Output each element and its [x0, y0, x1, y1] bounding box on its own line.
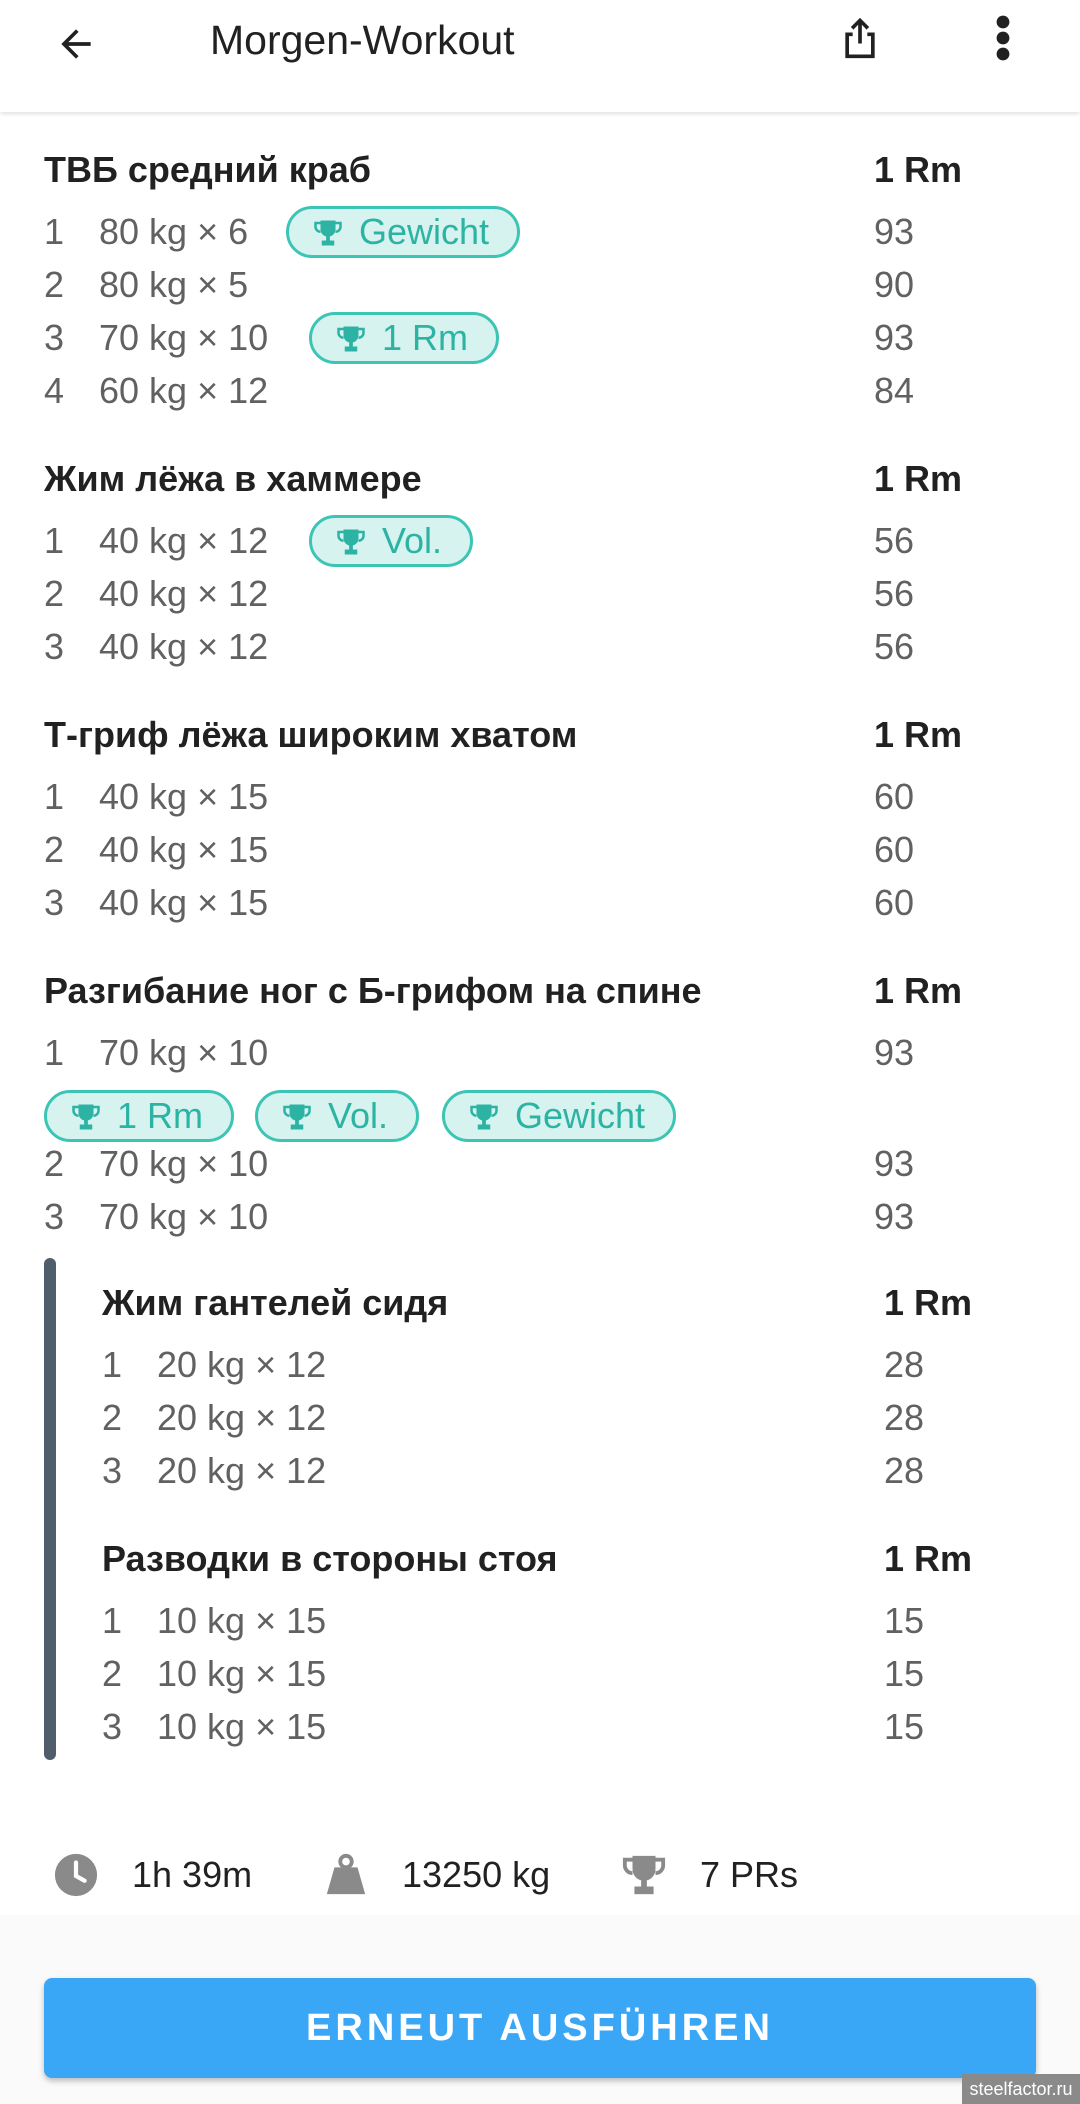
pr-badge-label: 1 Rm — [117, 1095, 204, 1136]
set-row — [44, 1137, 1044, 1190]
set-weight-reps: 70 kg × 10 — [99, 1196, 269, 1237]
workout-stats — [0, 1830, 1080, 1920]
more-options-button[interactable] — [968, 0, 1038, 76]
weight-icon — [322, 1851, 370, 1899]
exercise-column-label: 1 Rm — [874, 149, 963, 190]
page-title: Morgen-Workout — [210, 17, 515, 63]
set-number: 2 — [44, 573, 65, 614]
set-weight-reps: 20 kg × 12 — [157, 1450, 327, 1491]
set-1rm-value: 90 — [874, 264, 915, 305]
prs-value: 7 PRs — [700, 1854, 799, 1895]
superset-bar — [44, 1258, 56, 1760]
set-number: 1 — [44, 520, 65, 561]
set-weight-reps: 40 kg × 15 — [99, 882, 269, 923]
pr-badge-label: Gewicht — [359, 211, 490, 252]
set-number: 3 — [44, 626, 65, 667]
set-1rm-value: 60 — [874, 776, 915, 817]
set-weight-reps: 40 kg × 12 — [99, 520, 269, 561]
set-1rm-value: 93 — [874, 211, 915, 252]
exercise-name: Разгибание ног с Б-грифом на спине — [44, 970, 702, 1011]
set-1rm-value: 93 — [874, 317, 915, 358]
app-bar — [0, 0, 1080, 112]
pr-badge[interactable] — [44, 1090, 234, 1142]
trophy-icon — [71, 1102, 101, 1132]
set-number: 2 — [102, 1397, 123, 1438]
stat-volume — [322, 1830, 550, 1920]
set-row — [44, 258, 1044, 311]
set-1rm-value: 28 — [884, 1344, 925, 1385]
set-weight-reps: 70 kg × 10 — [99, 1143, 269, 1184]
exercise-name: Разводки в стороны стоя — [102, 1538, 558, 1579]
volume-value: 13250 kg — [402, 1854, 551, 1895]
set-number: 2 — [44, 829, 65, 870]
set-1rm-value: 56 — [874, 626, 915, 667]
trophy-icon — [336, 527, 366, 557]
arrow-left-icon — [54, 22, 98, 66]
set-row — [44, 620, 1044, 673]
set-number: 2 — [44, 264, 65, 305]
pr-badge-label: Gewicht — [515, 1095, 646, 1136]
set-weight-reps: 10 kg × 15 — [157, 1600, 327, 1641]
set-weight-reps: 40 kg × 12 — [99, 573, 269, 614]
set-number: 3 — [44, 1196, 65, 1237]
set-number: 2 — [102, 1653, 123, 1694]
stat-duration — [52, 1830, 252, 1920]
exercise-column-label: 1 Rm — [884, 1538, 973, 1579]
set-weight-reps: 80 kg × 6 — [99, 211, 249, 252]
share-button[interactable] — [822, 0, 898, 76]
stat-prs — [620, 1830, 798, 1920]
set-weight-reps: 40 kg × 12 — [99, 626, 269, 667]
trophy-icon — [620, 1851, 668, 1899]
set-1rm-value: 15 — [884, 1653, 925, 1694]
trophy-icon — [313, 218, 343, 248]
set-weight-reps: 70 kg × 10 — [99, 317, 269, 358]
watermark: steelfactor.ru — [962, 2074, 1080, 2104]
set-1rm-value: 28 — [884, 1450, 925, 1491]
set-row — [44, 876, 1044, 929]
set-1rm-value: 93 — [874, 1032, 915, 1073]
set-1rm-value: 15 — [884, 1706, 925, 1747]
set-1rm-value: 60 — [874, 882, 915, 923]
set-weight-reps: 70 kg × 10 — [99, 1032, 269, 1073]
set-row — [44, 311, 1044, 364]
set-number: 1 — [44, 211, 65, 252]
set-row — [102, 1594, 1080, 1647]
set-1rm-value: 28 — [884, 1397, 925, 1438]
set-weight-reps: 10 kg × 15 — [157, 1706, 327, 1747]
set-row — [44, 770, 1044, 823]
exercise-column-label: 1 Rm — [874, 714, 963, 755]
set-row — [102, 1444, 1080, 1497]
set-row — [44, 567, 1044, 620]
set-number: 4 — [44, 370, 65, 411]
exercise-column-label: 1 Rm — [874, 458, 963, 499]
exercise-column-label: 1 Rm — [874, 970, 963, 1011]
exercise-header[interactable] — [44, 449, 1044, 509]
pr-badge[interactable] — [309, 515, 473, 567]
set-row — [44, 1190, 1044, 1243]
set-1rm-value: 93 — [874, 1196, 915, 1237]
set-number: 1 — [44, 1032, 65, 1073]
exercise-column-label: 1 Rm — [884, 1282, 973, 1323]
set-row — [44, 514, 1044, 567]
exercise-name: Жим лёжа в хаммере — [44, 458, 422, 499]
exercise-header[interactable] — [102, 1529, 1080, 1589]
set-weight-reps: 20 kg × 12 — [157, 1397, 327, 1438]
exercise-header[interactable] — [102, 1273, 1080, 1333]
set-number: 1 — [102, 1344, 123, 1385]
set-row — [102, 1391, 1080, 1444]
pr-badge-label: Vol. — [382, 520, 443, 561]
set-number: 3 — [44, 317, 65, 358]
set-number: 3 — [44, 882, 65, 923]
exercise-header[interactable] — [44, 705, 1044, 765]
share-icon — [838, 14, 882, 62]
set-weight-reps: 10 kg × 15 — [157, 1653, 327, 1694]
set-weight-reps: 20 kg × 12 — [157, 1344, 327, 1385]
set-row — [44, 205, 1044, 258]
set-1rm-value: 93 — [874, 1143, 915, 1184]
set-row — [44, 1026, 1044, 1079]
set-1rm-value: 56 — [874, 520, 915, 561]
set-weight-reps: 40 kg × 15 — [99, 776, 269, 817]
pr-badge[interactable] — [286, 206, 520, 258]
more-vert-icon — [995, 14, 1011, 62]
exercise-header[interactable] — [44, 140, 1044, 200]
exercise-name: Жим гантелей сидя — [102, 1282, 449, 1323]
trophy-icon — [469, 1102, 499, 1132]
exercise-name: ТВБ средний краб — [44, 149, 372, 190]
set-weight-reps: 80 kg × 5 — [99, 264, 249, 305]
set-weight-reps: 60 kg × 12 — [99, 370, 269, 411]
set-row — [102, 1700, 1080, 1753]
exercise-name: Т-гриф лёжа широким хватом — [44, 714, 578, 755]
exercise-header[interactable] — [44, 961, 1044, 1021]
set-weight-reps: 40 kg × 15 — [99, 829, 269, 870]
set-1rm-value: 15 — [884, 1600, 925, 1641]
set-row — [44, 364, 1044, 417]
set-number: 1 — [44, 776, 65, 817]
pr-badge-label: 1 Rm — [382, 317, 469, 358]
set-number: 3 — [102, 1450, 123, 1491]
set-row — [102, 1338, 1080, 1391]
pr-badge[interactable] — [309, 312, 499, 364]
pr-badge-label: Vol. — [328, 1095, 389, 1136]
pr-badge[interactable] — [442, 1090, 676, 1142]
redo-workout-button[interactable]: ERNEUT AUSFÜHREN — [44, 1978, 1036, 2078]
set-number: 3 — [102, 1706, 123, 1747]
clock-icon — [52, 1851, 100, 1899]
set-number: 2 — [44, 1143, 65, 1184]
set-1rm-value: 84 — [874, 370, 915, 411]
duration-value: 1h 39m — [132, 1854, 253, 1895]
set-row — [102, 1647, 1080, 1700]
set-row — [44, 823, 1044, 876]
set-1rm-value: 60 — [874, 829, 915, 870]
set-1rm-value: 56 — [874, 573, 915, 614]
trophy-icon — [336, 324, 366, 354]
trophy-icon — [282, 1102, 312, 1132]
back-button[interactable] — [40, 8, 112, 80]
set-number: 1 — [102, 1600, 123, 1641]
pr-badge[interactable] — [255, 1090, 419, 1142]
